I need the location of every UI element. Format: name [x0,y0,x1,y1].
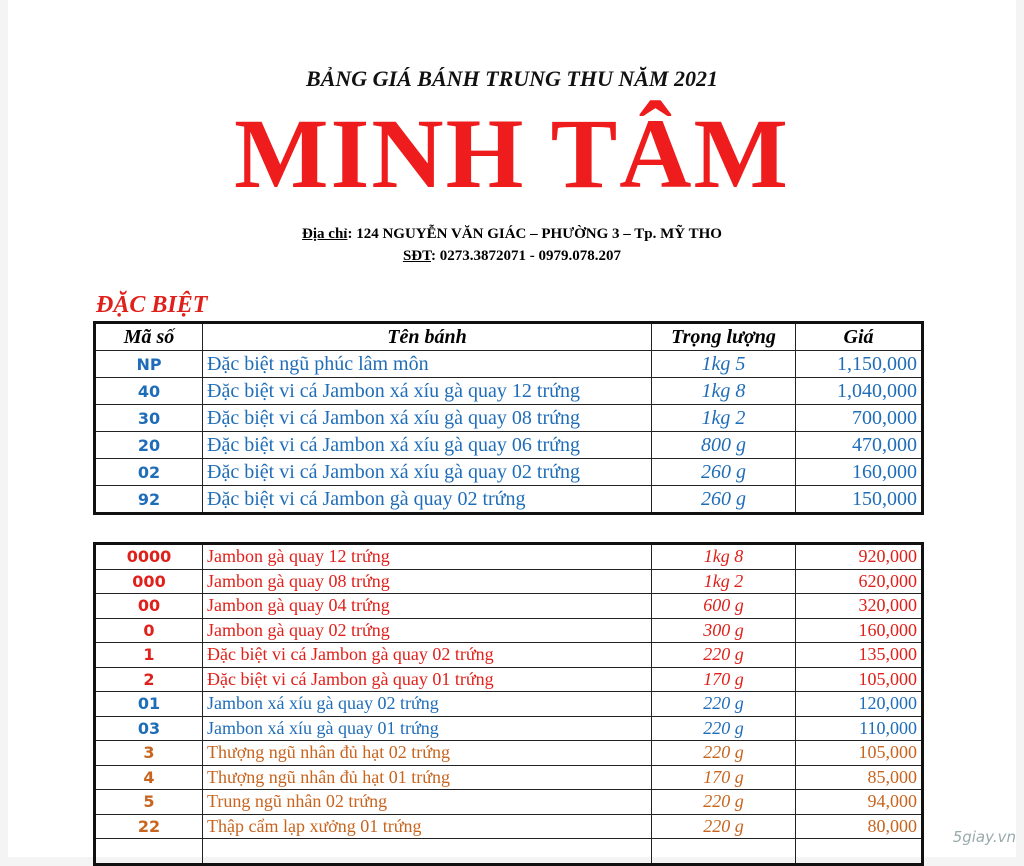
product-name: Đặc biệt vi cá Jambon gà quay 02 trứng [203,486,652,514]
empty-cell [95,839,203,865]
table-row [95,459,923,486]
product-name: Đặc biệt vi cá Jambon xá xíu gà quay 08 trứng [203,405,652,432]
product-code: 30 [95,405,203,432]
table-row [95,405,923,432]
table-row [95,814,923,839]
price-list-subtitle: BẢNG GIÁ BÁNH TRUNG THU NĂM 2021 [306,66,718,91]
product-weight: 1kg 5 [652,351,796,378]
header-code: Mã số [95,323,203,351]
product-weight: 1kg 8 [652,378,796,405]
product-code: 1 [95,643,203,668]
table-row [95,643,923,668]
product-weight: 170 g [652,765,796,790]
brand-title: MINH TÂM [234,98,790,209]
product-weight: 300 g [652,618,796,643]
empty-cell [796,839,923,865]
product-code: 01 [95,692,203,717]
table-row [95,351,923,378]
product-code: 3 [95,741,203,766]
product-price: 150,000 [796,486,923,514]
product-price: 700,000 [796,405,923,432]
empty-cell [203,839,652,865]
product-weight: 600 g [652,594,796,619]
product-name: Jambon gà quay 08 trứng [203,569,652,594]
product-code: NP [95,351,203,378]
header-weight: Trọng lượng [652,323,796,351]
table-row [95,667,923,692]
product-weight: 220 g [652,692,796,717]
header-name: Tên bánh [203,323,652,351]
product-code: 000 [95,569,203,594]
product-name: Đặc biệt vi cá Jambon gà quay 02 trứng [203,643,652,668]
product-price: 920,000 [796,544,923,570]
product-price: 620,000 [796,569,923,594]
product-code: 02 [95,459,203,486]
table-row [95,618,923,643]
phone-label: SĐT [402,248,432,264]
product-code: 22 [95,814,203,839]
product-name: Đặc biệt vi cá Jambon xá xíu gà quay 12 trứng [203,378,652,405]
table-row [95,692,923,717]
phone-value: : 0273.3872071 - 0979.078.207 [431,248,622,264]
product-price: 160,000 [796,459,923,486]
section-heading: ĐẶC BIỆT [96,292,208,318]
special-price-table [93,321,924,515]
product-price: 1,040,000 [796,378,923,405]
table-row [95,765,923,790]
product-weight: 1kg 2 [652,569,796,594]
product-weight: 220 g [652,643,796,668]
product-weight: 220 g [652,716,796,741]
product-price: 135,000 [796,643,923,668]
product-price: 80,000 [796,814,923,839]
product-price: 110,000 [796,716,923,741]
product-price: 470,000 [796,432,923,459]
table-row [95,569,923,594]
product-code: 0000 [95,544,203,570]
product-weight: 1kg 8 [652,544,796,570]
empty-cell [652,839,796,865]
product-weight: 220 g [652,814,796,839]
table-row [95,790,923,815]
contact-info [0,223,1024,267]
product-name: Thập cẩm lạp xưởng 01 trứng [203,814,652,839]
product-name: Đặc biệt vi cá Jambon gà quay 01 trứng [203,667,652,692]
product-name: Jambon gà quay 02 trứng [203,618,652,643]
product-name: Đặc biệt ngũ phúc lâm môn [203,351,652,378]
product-weight: 800 g [652,432,796,459]
product-price: 120,000 [796,692,923,717]
product-code: 5 [95,790,203,815]
product-name: Thượng ngũ nhân đủ hạt 01 trứng [203,765,652,790]
product-price: 105,000 [796,667,923,692]
product-code: 03 [95,716,203,741]
product-code: 40 [95,378,203,405]
product-name: Jambon xá xíu gà quay 01 trứng [203,716,652,741]
table-row-partial [95,839,923,865]
product-price: 85,000 [796,765,923,790]
product-code: 20 [95,432,203,459]
product-weight: 260 g [652,486,796,514]
table-row [95,716,923,741]
table-row [95,594,923,619]
table-row [95,544,923,570]
phone-line [0,245,1024,267]
product-code: 4 [95,765,203,790]
product-name: Đặc biệt vi cá Jambon xá xíu gà quay 02 trứng [203,459,652,486]
product-name: Trung ngũ nhân 02 trứng [203,790,652,815]
table-row [95,378,923,405]
regular-price-table [93,542,924,866]
product-weight: 220 g [652,741,796,766]
product-code: 92 [95,486,203,514]
table-row [95,486,923,514]
product-code: 0 [95,618,203,643]
product-price: 160,000 [796,618,923,643]
table-header [95,323,923,351]
address-label: Địa chỉ [302,226,348,242]
product-code: 00 [95,594,203,619]
product-code: 2 [95,667,203,692]
product-name: Jambon gà quay 12 trứng [203,544,652,570]
table-row [95,741,923,766]
product-price: 94,000 [796,790,923,815]
address-value: : 124 NGUYỄN VĂN GIÁC – PHƯỜNG 3 – Tp. MỸ THO [347,226,722,242]
product-price: 1,150,000 [796,351,923,378]
product-weight: 170 g [652,667,796,692]
table-row [95,432,923,459]
product-weight: 1kg 2 [652,405,796,432]
watermark: 5giay.vn [952,828,1016,846]
product-weight: 220 g [652,790,796,815]
product-name: Jambon xá xíu gà quay 02 trứng [203,692,652,717]
product-name: Đặc biệt vi cá Jambon xá xíu gà quay 06 trứng [203,432,652,459]
product-weight: 260 g [652,459,796,486]
product-name: Thượng ngũ nhân đủ hạt 02 trứng [203,741,652,766]
header-price: Giá [796,323,923,351]
address-line [0,223,1024,245]
product-price: 320,000 [796,594,923,619]
product-name: Jambon gà quay 04 trứng [203,594,652,619]
product-price: 105,000 [796,741,923,766]
